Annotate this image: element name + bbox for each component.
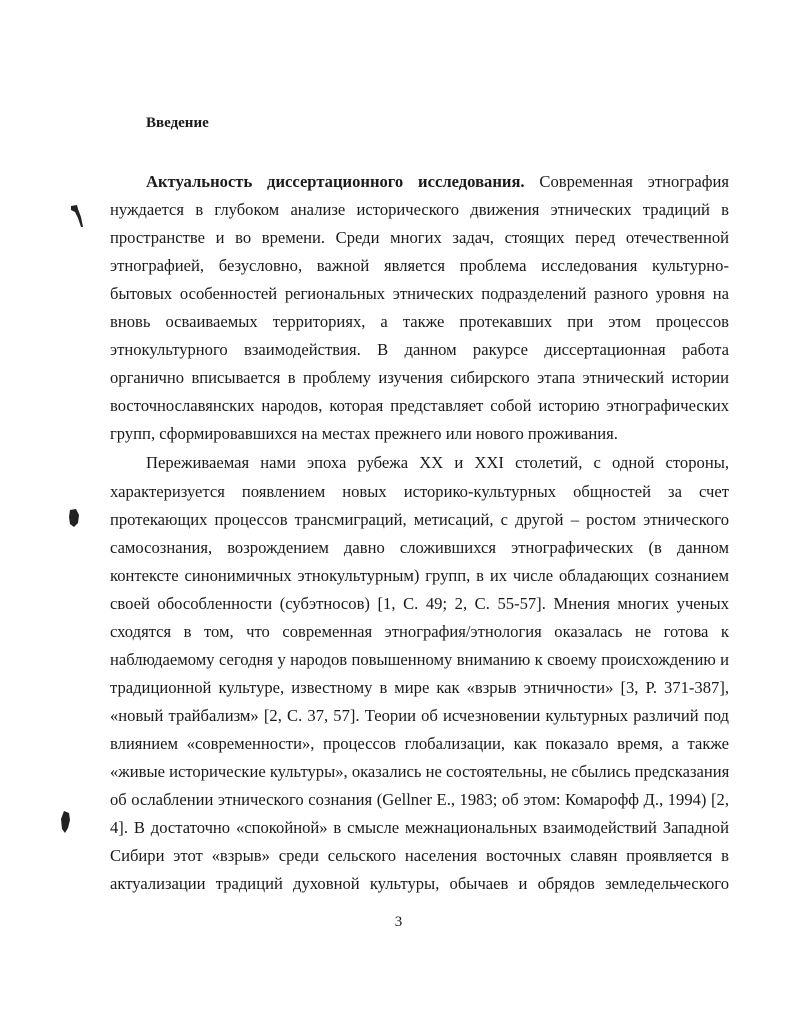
paragraph-line: этнокультурного взаимодействия. В данном ракурсе диссертационная работа xyxy=(110,340,729,359)
paragraph-line: групп, сформировавшихся на местах прежнего или нового проживания. xyxy=(110,424,618,443)
paragraph-line: контексте синонимичных этнокультурным) групп, в их числе обладающих сознанием xyxy=(110,566,729,585)
binder-hole-mark-icon xyxy=(66,508,82,528)
paragraph-line: Сибири этот «взрыв» среди сельского населения восточных славян проявляется в xyxy=(110,846,729,865)
binder-hole-mark-icon xyxy=(58,810,74,834)
paragraph-line: восточнославянских народов, которая представляет собой историю этнографических xyxy=(110,396,729,415)
paragraph-line: Переживаемая нами эпоха рубежа XX и XXI столетий, с одной стороны, xyxy=(146,453,729,472)
paragraph-line: актуализации традиций духовной культуры, обычаев и обрядов земледельческого xyxy=(110,874,729,893)
paragraph-line: наблюдаемому сегодня у народов повышенному вниманию к своему происхождению и xyxy=(110,650,729,669)
paragraph-line: «новый трайбализм» [2, С. 37, 57]. Теории об исчезновении культурных различий под xyxy=(110,706,729,725)
lead-continuation: Современная этнография xyxy=(524,172,729,191)
paragraph-line: характеризуется появлением новых историко-культурных общностей за счет xyxy=(110,482,729,501)
section-heading: Введение xyxy=(146,115,209,131)
paragraph-line: бытовых особенностей региональных этнических подразделений разного уровня на xyxy=(110,284,729,303)
paragraph-line: своей обособленности (субэтносов) [1, С. 49; 2, С. 55-57]. Мнения многих ученых xyxy=(110,594,729,613)
page-number: 3 xyxy=(394,914,403,930)
paragraph-line: нуждается в глубоком анализе исторического движения этнических традиций в xyxy=(110,200,729,219)
paragraph-line xyxy=(146,171,729,193)
paragraph-line: этнографией, безусловно, важной является проблема исследования культурно- xyxy=(110,256,729,275)
paragraph-line: «живые исторические культуры», оказались не состоятельны, не сбылись предсказания xyxy=(110,762,730,781)
lead-phrase: Актуальность диссертационного исследования. xyxy=(146,172,525,191)
paragraph-line: традиционной культуре, известному в мире как «взрыв этничности» [3, P. 371-387], xyxy=(110,678,729,697)
paragraph-line: сходятся в том, что современная этнография/этнология оказалась не готова к xyxy=(110,622,729,641)
paragraph-line: влиянием «современности», процессов глобализации, как показало время, а также xyxy=(110,734,729,753)
paragraph-line: об ослаблении этнического сознания (Gellner E., 1983; об этом: Комарофф Д., 1994) [2, xyxy=(110,790,729,809)
paragraph-line: вновь осваиваемых территориях, а также протекавших при этом процессов xyxy=(110,312,729,331)
paragraph-line: самосознания, возрождением давно сложившихся этнографических (в данном xyxy=(110,538,729,557)
paragraph-line: пространстве и во времени. Среди многих задач, стоящих перед отечественной xyxy=(110,228,729,247)
paragraph-line: 4]. В достаточно «спокойной» в смысле межнациональных взаимодействий Западной xyxy=(110,818,729,837)
paragraph-line: протекающих процессов трансмиграций, метисаций, с другой – ростом этнического xyxy=(110,510,729,529)
paragraph-line: органично вписывается в проблему изучения сибирского этапа этнический истории xyxy=(110,368,729,387)
binder-hole-mark-icon xyxy=(68,203,86,229)
